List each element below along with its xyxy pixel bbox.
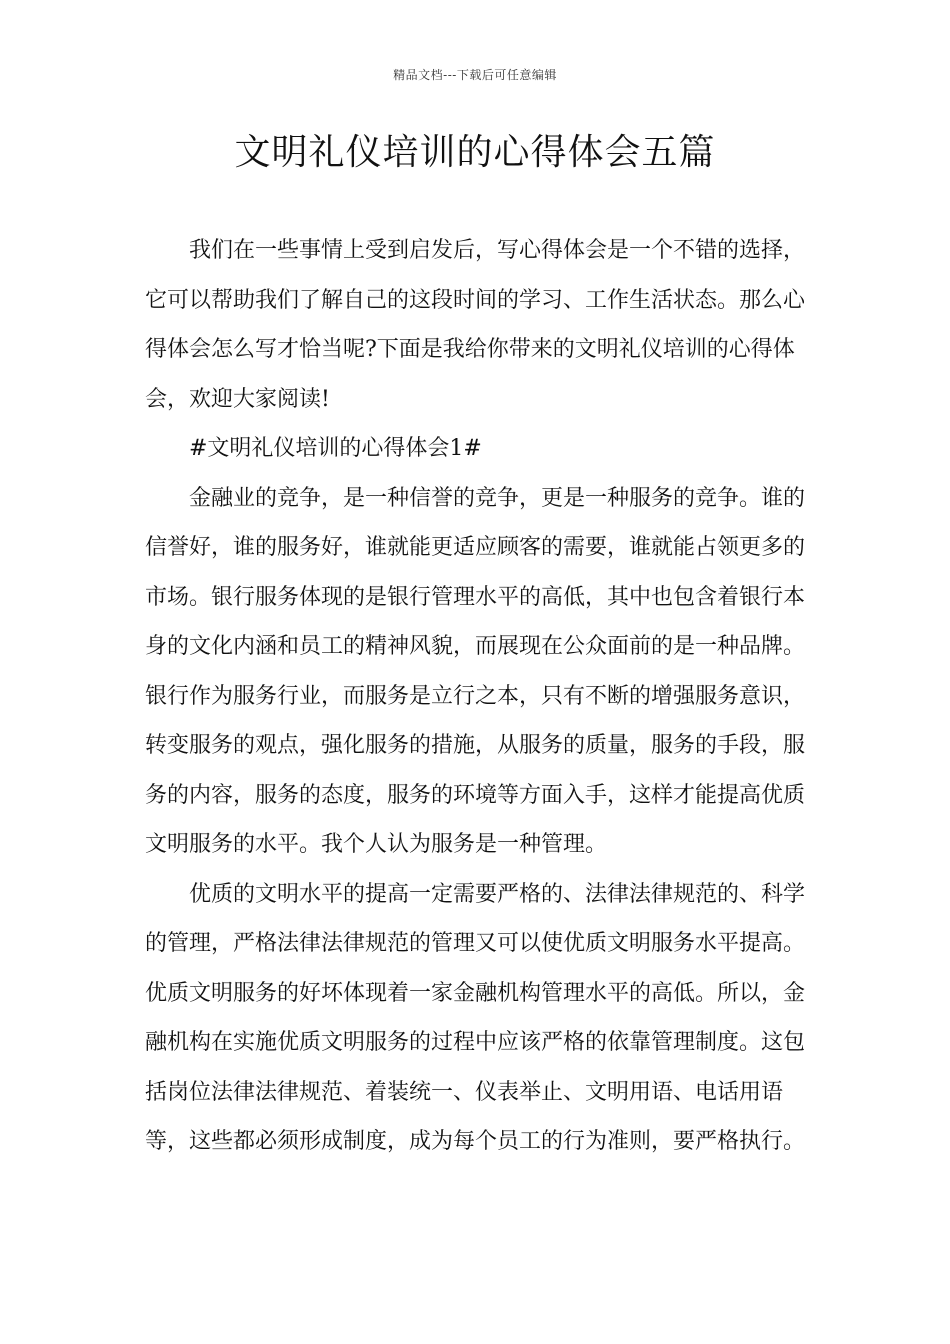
document-body [145, 226, 810, 1167]
paragraph-intro: 我们在一些事情上受到启发后，写心得体会是一个不错的选择，它可以帮助我们了解自己的这段时间的学习、工作生活状态。那么心得体会怎么写才恰当呢?下面是我给你带来的文明礼仪培训的心得体会，欢迎大家阅读! [145, 238, 806, 412]
paragraph-competition: 金融业的竞争，是一种信誉的竞争，更是一种服务的竞争。谁的信誉好，谁的服务好，谁就能更适应顾客的需要，谁就能占领更多的市场。银行服务体现的是银行管理水平的高低，其中也包含着银行本身的文化内涵和员工的精神风貌，而展现在公众面前的是一种品牌。银行作为服务行业，而服务是立行之本，只有不断的增强服务意识，转变服务的观点，强化服务的措施，从服务的质量，服务的手段，服务的内容，服务的态度，服务的环境等方面入手，这样才能提高优质文明服务的水平。我个人认为服务是一种管理。 [145, 485, 806, 857]
section-heading-1: #文明礼仪培训的心得体会1# [189, 436, 482, 461]
paragraph-management: 优质的文明水平的提高一定需要严格的、法律法律规范的、科学的管理，严格法律法律规范的管理又可以使优质文明服务水平提高。优质文明服务的好坏体现着一家金融机构管理水平的高低。所以，金融机构在实施优质文明服务的过程中应该严格的依靠管理制度。这包括岗位法律法律规范、着装统一、仪表举止、文明用语、电话用语等，这些都必须形成制度，成为每个员工的行为准则，要严格执行。 [145, 881, 806, 1154]
document-title: 文明礼仪培训的心得体会五篇 [234, 132, 716, 173]
header-note: 精品文档---下载后可任意编辑 [393, 68, 557, 82]
